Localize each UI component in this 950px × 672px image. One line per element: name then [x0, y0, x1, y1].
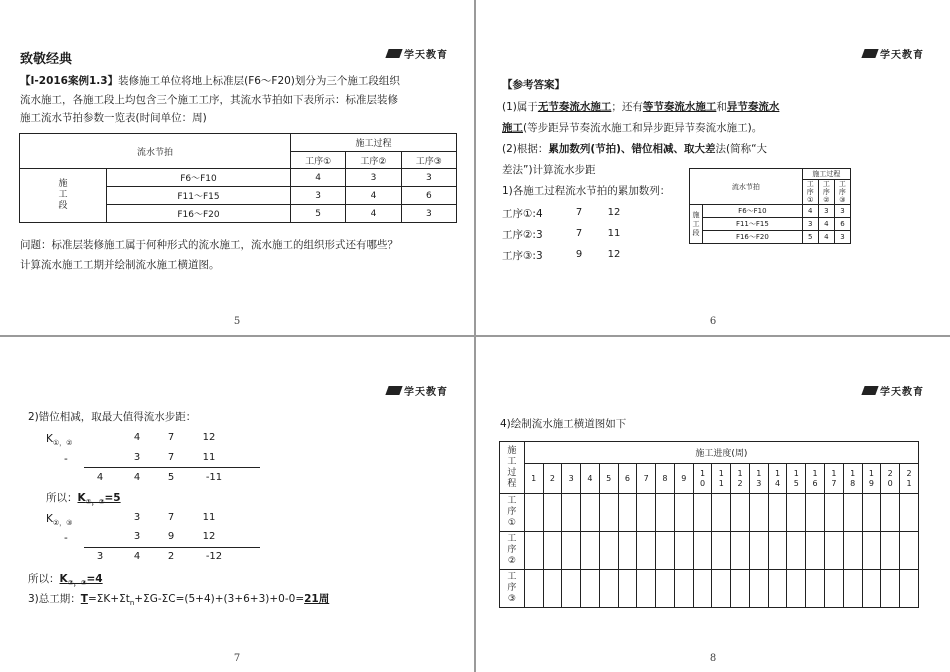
seg-char: 工: [692, 219, 700, 228]
total-subscript: n: [129, 599, 135, 608]
calc-value: 9: [167, 531, 175, 542]
proc-char: ①: [807, 196, 814, 204]
gantt-cell: [599, 532, 618, 570]
week-digit: 6: [812, 478, 818, 488]
week-digit: 7: [831, 478, 837, 488]
gantt-header-process: [500, 442, 525, 494]
week-digit: 1: [699, 468, 706, 478]
k-symbol: K: [46, 513, 53, 525]
cumulative-value: 7: [575, 207, 583, 218]
calc-value: 12: [202, 432, 216, 443]
brand-logo: [863, 46, 924, 61]
k12-label: [46, 432, 72, 451]
table-cell: 4: [818, 218, 834, 231]
proc-char: 工: [838, 180, 846, 188]
calc-result: 4: [96, 472, 104, 483]
week-digit: 2: [906, 468, 912, 478]
week-digit: 1: [737, 468, 743, 478]
calc-result: 5: [167, 472, 175, 483]
proc-char: 序: [507, 545, 517, 555]
gantt-cell: [843, 532, 862, 570]
table-cell: 3: [834, 205, 850, 218]
beat-table: [19, 133, 457, 223]
gantt-cell: [900, 494, 919, 532]
table-header-beat: 流水节拍: [690, 169, 803, 205]
proc-char: 序: [838, 188, 846, 196]
gantt-cell: [674, 532, 693, 570]
week-digit: 1: [718, 468, 724, 478]
gantt-week-cell: [749, 464, 768, 494]
week-digit: 1: [850, 468, 856, 478]
week-digit: 2: [737, 478, 743, 488]
k23-label: [46, 512, 72, 531]
table-cell: 6: [401, 187, 456, 205]
gantt-row-1: [500, 494, 919, 532]
cumulative-label-2: 工序②:3: [502, 229, 543, 241]
table-header-proc-2: 工序②: [346, 152, 401, 169]
calc-value: 7: [167, 432, 175, 443]
cumulative-value: 7: [575, 228, 583, 239]
table-cell: 5: [290, 205, 345, 223]
gantt-cell: [693, 532, 712, 570]
week-digit: 0: [887, 478, 893, 488]
segment-label: [690, 205, 703, 244]
week-digit: 9: [868, 478, 874, 488]
logo-mark-icon: [861, 49, 878, 58]
row-name: F6～F10: [107, 169, 291, 187]
answer-3-line: 1)各施工过程流水节拍的累加数列：: [502, 185, 671, 197]
gantt-cell: [749, 532, 768, 570]
minus-sign: -: [64, 453, 68, 465]
gantt-week-cell: [900, 464, 919, 494]
gantt-cell: [824, 494, 843, 532]
calc-rule: [84, 547, 260, 548]
intro-line-3: 施工流水节拍参数一览表(时间单位：周): [20, 112, 207, 124]
logo-mark-icon: [385, 49, 402, 58]
calc-value: 7: [167, 452, 175, 463]
intro-line-1: [20, 74, 400, 89]
answer-text: (2)根据：: [502, 143, 549, 155]
week-digit: 2: [887, 468, 893, 478]
seg-char: 段: [58, 201, 68, 211]
brand-logo: [387, 46, 448, 61]
answer-1-line-2: [502, 121, 762, 136]
step-line: 2)错位相减，取最大值得流水步距：: [28, 411, 197, 423]
logo-text: 学天教育: [880, 50, 924, 61]
gantt-cell: [693, 570, 712, 608]
answer-heading: 【参考答案】: [502, 79, 565, 91]
gantt-cell: [543, 532, 562, 570]
gantt-week-cell: [843, 464, 862, 494]
week-digit: 7: [643, 473, 649, 483]
gantt-week-cell: [693, 464, 712, 494]
gantt-week-cell: [674, 464, 693, 494]
proc-char: ②: [507, 556, 516, 566]
total-period-line: [28, 592, 329, 611]
gantt-cell: [562, 570, 581, 608]
proc-char: 工: [507, 534, 517, 544]
gantt-cell: [562, 532, 581, 570]
cumulative-value: 12: [607, 249, 621, 260]
logo-text: 学天教育: [880, 387, 924, 398]
k-symbol: K: [46, 433, 53, 445]
gantt-cell: [843, 494, 862, 532]
gantt-cell: [881, 532, 900, 570]
gantt-cell: [674, 570, 693, 608]
question-line-1: 问题：标准层装修施工属于何种形式的流水施工，流水施工的组织形式还有哪些？: [20, 239, 398, 251]
gantt-cell: [599, 494, 618, 532]
gantt-cell: [768, 570, 787, 608]
gantt-week-cell: [524, 464, 543, 494]
segment-label: [20, 169, 107, 223]
cumulative-value: 12: [607, 207, 621, 218]
gantt-week-cell: [824, 464, 843, 494]
calc-rule: [84, 467, 260, 468]
answer-keyword: 等节奏流水施工: [642, 101, 717, 113]
week-digit: 3: [568, 473, 574, 483]
gantt-cell: [749, 570, 768, 608]
calc-value: 11: [202, 452, 216, 463]
table-cell: 4: [818, 231, 834, 244]
total-formula: +ΣG-ΣC=(5+4)+(3+6+3)+0-0=: [134, 593, 305, 605]
table-header-beat: 流水节拍: [20, 134, 291, 169]
gantt-cell: [900, 570, 919, 608]
table-cell: 4: [802, 205, 818, 218]
gantt-week-cell: [656, 464, 675, 494]
calc-result: 4: [133, 472, 141, 483]
gantt-cell: [581, 532, 600, 570]
gantt-cell: [768, 532, 787, 570]
total-symbol: T: [80, 593, 88, 605]
case-tag: 【Ⅰ-2016案例1.3】: [20, 75, 119, 87]
cumulative-value: 9: [575, 249, 583, 260]
table-cell: 4: [346, 187, 401, 205]
calc-result: -12: [205, 551, 223, 562]
k-value: =5: [104, 492, 121, 504]
week-digit: 9: [681, 473, 687, 483]
brand-logo: [863, 383, 924, 398]
gantt-row-label: [500, 532, 525, 570]
calc-result: 3: [96, 551, 104, 562]
answer-keyword: 异节奏流水: [726, 101, 780, 113]
gantt-cell: [824, 570, 843, 608]
week-digit: 3: [756, 478, 762, 488]
proc-char: 工: [507, 496, 517, 506]
gantt-cell: [862, 570, 881, 608]
gantt-cell: [881, 494, 900, 532]
gantt-cell: [787, 494, 806, 532]
gantt-cell: [618, 532, 637, 570]
cumulative-label-3: 工序③:3: [502, 250, 543, 262]
gantt-cell: [749, 494, 768, 532]
week-digit: 4: [587, 473, 593, 483]
table-cell: 3: [401, 169, 456, 187]
gantt-cell: [524, 494, 543, 532]
gantt-cell: [900, 532, 919, 570]
row-name: F16～F20: [703, 231, 803, 244]
k-subscript: ②，③: [52, 519, 73, 528]
gantt-cell: [768, 494, 787, 532]
so-line-1: [46, 491, 121, 510]
gantt-week-cell: [562, 464, 581, 494]
gantt-cell: [656, 494, 675, 532]
week-digit: 4: [775, 478, 781, 488]
calc-value: 3: [133, 512, 141, 523]
calc-result: 4: [133, 551, 141, 562]
calc-value: 7: [167, 512, 175, 523]
seg-char: 施: [692, 210, 700, 219]
so-text: 所以：: [28, 573, 60, 585]
logo-text: 学天教育: [404, 50, 448, 61]
gantt-row-3: [500, 570, 919, 608]
table-header-proc-3: [834, 180, 850, 205]
table-header-proc-3: 工序③: [401, 152, 456, 169]
table-header-proc-1: 工序①: [290, 152, 345, 169]
gantt-cell: [693, 494, 712, 532]
proc-char: 施: [507, 445, 517, 456]
logo-mark-icon: [385, 386, 402, 395]
proc-char: ③: [507, 594, 516, 604]
table-cell: 3: [818, 205, 834, 218]
week-digit: 6: [624, 473, 630, 483]
table-cell: 3: [802, 218, 818, 231]
table-header-process: 施工过程: [290, 134, 456, 152]
k-symbol: K: [77, 492, 86, 504]
gantt-cell: [862, 532, 881, 570]
k-subscript: ①，②: [52, 439, 73, 448]
gantt-cell: [618, 570, 637, 608]
so-text: 所以：: [46, 492, 78, 504]
k-symbol: K: [59, 573, 68, 585]
slide-6: [476, 0, 950, 335]
table-cell: 3: [834, 231, 850, 244]
page-number: 6: [709, 316, 717, 327]
table-cell: 4: [290, 169, 345, 187]
table-header-process: 施工过程: [802, 169, 850, 180]
seg-char: 工: [58, 190, 68, 200]
gantt-week-cell: [787, 464, 806, 494]
page-number: 5: [233, 316, 241, 327]
gantt-cell: [543, 570, 562, 608]
gantt-cell: [712, 494, 731, 532]
proc-char: 过: [507, 467, 517, 478]
cumulative-label-1: 工序①:4: [502, 208, 543, 220]
week-digit: 1: [812, 468, 818, 478]
row-name: F11～F15: [703, 218, 803, 231]
calc-result: 2: [167, 551, 175, 562]
proc-char: ③: [839, 196, 846, 204]
calc-result: -11: [205, 472, 223, 483]
table-header-proc-1: [802, 180, 818, 205]
gantt-cell: [881, 570, 900, 608]
gantt-row-label: [500, 570, 525, 608]
intro-line-2: 流水施工，各施工段上均包含三个施工工序，其流水节拍如下表所示：标准层装修: [20, 94, 398, 106]
gantt-cell: [562, 494, 581, 532]
k-value: =4: [86, 573, 103, 585]
week-digit: 5: [606, 473, 612, 483]
gantt-week-cell: [731, 464, 750, 494]
proc-char: 序: [507, 583, 517, 593]
answer-2-line-1: [502, 142, 767, 157]
slide-title: 致敬经典: [20, 52, 73, 67]
table-cell: 4: [346, 205, 401, 223]
proc-char: 序: [806, 188, 814, 196]
gantt-cell: [731, 570, 750, 608]
row-name: F16～F20: [107, 205, 291, 223]
gantt-cell: [581, 570, 600, 608]
calc-value: 3: [133, 531, 141, 542]
intro-text-1: 装修施工单位将地上标准层(F6～F20)划分为三个施工段组织: [118, 75, 400, 87]
gantt-cell: [806, 532, 825, 570]
answer-1-line-1: [502, 100, 779, 115]
proc-char: ①: [507, 518, 516, 528]
table-cell: 3: [346, 169, 401, 187]
gantt-cell: [843, 570, 862, 608]
week-digit: 1: [868, 468, 874, 478]
answer-text: 和: [716, 101, 727, 113]
page-number: 8: [709, 653, 717, 664]
week-digit: 8: [850, 478, 856, 488]
slide-5: [0, 0, 474, 335]
gantt-header-progress: 施工进度(周): [524, 442, 918, 464]
k-subscript: ②，③: [67, 579, 87, 588]
gantt-cell: [599, 570, 618, 608]
week-digit: 1: [906, 478, 912, 488]
week-digit: 8: [662, 473, 668, 483]
proc-char: 工: [806, 180, 814, 188]
proc-char: 工: [507, 456, 517, 467]
gantt-week-cell: [768, 464, 787, 494]
week-digit: 5: [793, 478, 799, 488]
gantt-cell: [656, 532, 675, 570]
gantt-week-cell: [581, 464, 600, 494]
answer-keyword: 无节奏流水施工: [537, 101, 612, 113]
gantt-cell: [806, 570, 825, 608]
gantt-cell: [712, 532, 731, 570]
gantt-cell: [824, 532, 843, 570]
answer-text: (等步距异节奏流水施工和异步距异节奏流水施工)。: [523, 122, 763, 134]
gantt-cell: [581, 494, 600, 532]
table-header-proc-2: [818, 180, 834, 205]
gantt-cell: [656, 570, 675, 608]
row-name: F11～F15: [107, 187, 291, 205]
gantt-table: [499, 441, 919, 608]
calc-value: 11: [202, 512, 216, 523]
gantt-cell: [787, 532, 806, 570]
gantt-cell: [731, 532, 750, 570]
total-value: 21周: [304, 593, 330, 605]
week-digit: 1: [718, 478, 724, 488]
gantt-row-label: [500, 494, 525, 532]
k12-result: [77, 492, 121, 507]
gantt-cell: [862, 494, 881, 532]
week-digit: 1: [756, 468, 762, 478]
table-cell: 3: [290, 187, 345, 205]
slide-7: [0, 337, 474, 672]
gantt-cell: [618, 494, 637, 532]
total-formula: =ΣK+Σt: [87, 593, 130, 605]
table-cell: 5: [802, 231, 818, 244]
logo-text: 学天教育: [404, 387, 448, 398]
gantt-cell: [637, 532, 656, 570]
page-number: 7: [233, 653, 241, 664]
week-digit: 2: [549, 473, 555, 483]
answer-keyword: 施工: [502, 122, 523, 134]
row-name: F6～F10: [703, 205, 803, 218]
gantt-week-cell: [599, 464, 618, 494]
proc-char: 序: [822, 188, 830, 196]
proc-char: 程: [507, 478, 517, 489]
gantt-week-cell: [881, 464, 900, 494]
proc-char: ②: [823, 196, 830, 204]
gantt-weeks-row: [500, 464, 919, 494]
proc-char: 工: [507, 572, 517, 582]
answer-keyword: 累加数列(节拍)、错位相减、取大差: [548, 143, 716, 155]
k-subscript: ①，②: [85, 498, 105, 507]
k23-result: [59, 573, 103, 588]
brand-logo: [387, 383, 448, 398]
total-label: 3)总工期：: [28, 593, 81, 605]
week-digit: 0: [699, 478, 706, 488]
small-beat-table: [689, 168, 851, 244]
answer-2-line-2: 差法”)计算流水步距: [502, 164, 596, 176]
table-cell: 3: [401, 205, 456, 223]
week-digit: 1: [793, 468, 799, 478]
question-line-2: 计算流水施工工期并绘制流水施工横道图。: [20, 259, 220, 271]
answer-text: (1)属于: [502, 101, 538, 113]
logo-mark-icon: [861, 386, 878, 395]
answer-text: ；还有: [611, 101, 643, 113]
gantt-week-cell: [806, 464, 825, 494]
gantt-cell: [637, 494, 656, 532]
gantt-cell: [543, 494, 562, 532]
gantt-cell: [637, 570, 656, 608]
gantt-week-cell: [618, 464, 637, 494]
gantt-cell: [712, 570, 731, 608]
calc-value: 12: [202, 531, 216, 542]
proc-char: 工: [822, 180, 830, 188]
gantt-week-cell: [637, 464, 656, 494]
gantt-cell: [731, 494, 750, 532]
slide-8: [476, 337, 950, 672]
proc-char: 序: [507, 507, 517, 517]
minus-sign: -: [64, 532, 68, 544]
calc-value: 4: [133, 432, 141, 443]
week-digit: 1: [831, 468, 837, 478]
gantt-week-cell: [862, 464, 881, 494]
cumulative-value: 11: [607, 228, 621, 239]
week-digit: 1: [775, 468, 781, 478]
table-cell: 6: [834, 218, 850, 231]
seg-char: 施: [58, 179, 68, 189]
answer-text: 法(简称“大: [715, 143, 768, 155]
gantt-week-cell: [712, 464, 731, 494]
gantt-cell: [806, 494, 825, 532]
gantt-cell: [787, 570, 806, 608]
calc-value: 3: [133, 452, 141, 463]
seg-char: 段: [692, 228, 700, 237]
gantt-cell: [524, 570, 543, 608]
gantt-caption: 4)绘制流水施工横道图如下: [500, 418, 627, 430]
week-digit: 1: [531, 473, 537, 483]
gantt-week-cell: [543, 464, 562, 494]
so-line-2: [28, 572, 103, 591]
gantt-row-2: [500, 532, 919, 570]
gantt-cell: [674, 494, 693, 532]
gantt-cell: [524, 532, 543, 570]
